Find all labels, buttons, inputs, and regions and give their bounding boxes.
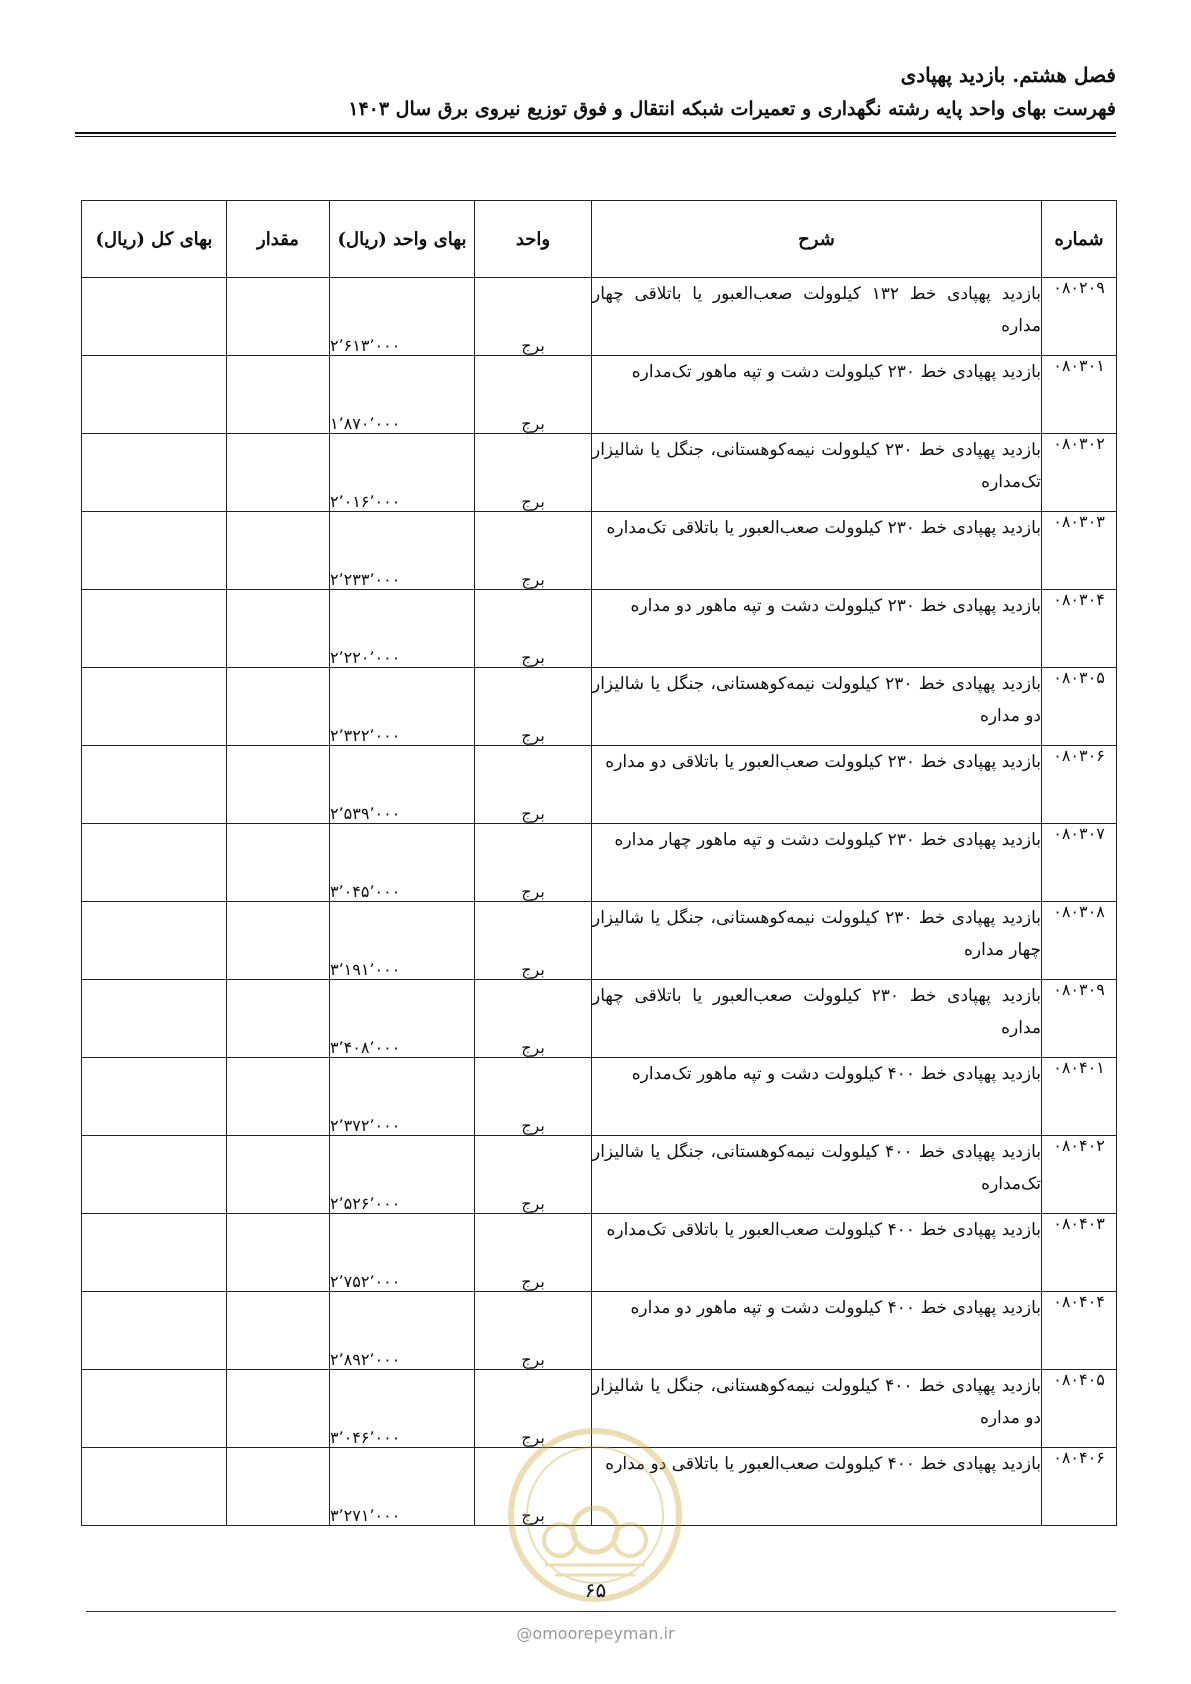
item-quantity (227, 746, 330, 824)
table-body (82, 278, 1117, 1526)
item-quantity (227, 1136, 330, 1214)
table-row (82, 980, 1117, 1058)
item-quantity (227, 980, 330, 1058)
table-row (82, 1058, 1117, 1136)
table-row (82, 278, 1117, 356)
item-description: بازدید پهپادی خط ۴۰۰ کیلوولت صعب‌العبور یا باتلاقی دو مداره (592, 1448, 1042, 1526)
item-unit-price: ۲٬۵۲۶٬۰۰۰ (330, 1136, 475, 1214)
item-unit-price: ۳٬۰۴۶٬۰۰۰ (330, 1370, 475, 1448)
item-description: بازدید پهپادی خط ۴۰۰ کیلوولت نیمه‌کوهستانی، جنگل یا شالیزار دو مداره (592, 1370, 1042, 1448)
column-header-description: شرح (592, 201, 1042, 278)
table-row (82, 1136, 1117, 1214)
item-description: بازدید پهپادی خط ۴۰۰ کیلوولت دشت و تپه ماهور دو مداره (592, 1292, 1042, 1370)
item-number: ۰۸۰۳۰۴ (1042, 590, 1117, 668)
item-description: بازدید پهپادی خط ۴۰۰ کیلوولت نیمه‌کوهستانی، جنگل یا شالیزار تک‌مداره (592, 1136, 1042, 1214)
item-unit: برج (475, 1370, 592, 1448)
item-number: ۰۸۰۴۰۲ (1042, 1136, 1117, 1214)
item-quantity (227, 1058, 330, 1136)
item-unit-price: ۲٬۷۵۲٬۰۰۰ (330, 1214, 475, 1292)
item-description: بازدید پهپادی خط ۲۳۰ کیلوولت دشت و تپه ماهور تک‌مداره (592, 356, 1042, 434)
price-list-table (81, 200, 1117, 1526)
item-unit-price: ۳٬۰۴۵٬۰۰۰ (330, 824, 475, 902)
item-quantity (227, 1370, 330, 1448)
item-number: ۰۸۰۴۰۳ (1042, 1214, 1117, 1292)
item-quantity (227, 1292, 330, 1370)
item-unit: برج (475, 1292, 592, 1370)
page-number: ۶۵ (584, 1578, 607, 1602)
item-description: بازدید پهپادی خط ۲۳۰ کیلوولت نیمه‌کوهستانی، جنگل یا شالیزار چهار مداره (592, 902, 1042, 980)
item-unit: برج (475, 746, 592, 824)
item-number: ۰۸۰۳۰۱ (1042, 356, 1117, 434)
item-total (82, 1292, 227, 1370)
table-row (82, 512, 1117, 590)
item-number: ۰۸۰۳۰۷ (1042, 824, 1117, 902)
table-row (82, 356, 1117, 434)
item-quantity (227, 668, 330, 746)
column-header-total: بهای کل (ریال) (82, 201, 227, 278)
item-total (82, 512, 227, 590)
item-description: بازدید پهپادی خط ۲۳۰ کیلوولت نیمه‌کوهستانی، جنگل یا شالیزار دو مداره (592, 668, 1042, 746)
item-number: ۰۸۰۳۰۵ (1042, 668, 1117, 746)
item-unit: برج (475, 1058, 592, 1136)
column-header-number: شماره (1042, 201, 1117, 278)
item-description: بازدید پهپادی خط ۲۳۰ کیلوولت صعب‌العبور یا باتلاقی چهار مداره (592, 980, 1042, 1058)
item-unit: برج (475, 1448, 592, 1526)
item-unit: برج (475, 668, 592, 746)
item-unit-price: ۱٬۸۷۰٬۰۰۰ (330, 356, 475, 434)
item-unit-price: ۲٬۸۹۲٬۰۰۰ (330, 1292, 475, 1370)
item-total (82, 1214, 227, 1292)
item-total (82, 824, 227, 902)
item-unit-price: ۳٬۲۷۱٬۰۰۰ (330, 1448, 475, 1526)
item-number: ۰۸۰۳۰۳ (1042, 512, 1117, 590)
item-total (82, 668, 227, 746)
website-watermark: @omoorepeyman.ir (516, 1624, 675, 1643)
item-total (82, 980, 227, 1058)
item-unit: برج (475, 590, 592, 668)
item-unit-price: ۲٬۰۱۶٬۰۰۰ (330, 434, 475, 512)
item-number: ۰۸۰۳۰۸ (1042, 902, 1117, 980)
item-total (82, 902, 227, 980)
item-quantity (227, 1214, 330, 1292)
table-row (82, 434, 1117, 512)
item-unit-price: ۲٬۳۷۲٬۰۰۰ (330, 1058, 475, 1136)
item-unit-price: ۲٬۲۳۳٬۰۰۰ (330, 512, 475, 590)
page-header (75, 58, 1116, 126)
item-description: بازدید پهپادی خط ۱۳۲ کیلوولت صعب‌العبور یا باتلاقی چهار مداره (592, 278, 1042, 356)
footer-rule (86, 1611, 1116, 1612)
item-number: ۰۸۰۳۰۶ (1042, 746, 1117, 824)
item-quantity (227, 824, 330, 902)
item-quantity (227, 902, 330, 980)
item-quantity (227, 278, 330, 356)
item-total (82, 1136, 227, 1214)
item-number: ۰۸۰۳۰۲ (1042, 434, 1117, 512)
item-unit-price: ۲٬۶۱۳٬۰۰۰ (330, 278, 475, 356)
item-unit: برج (475, 980, 592, 1058)
item-description: بازدید پهپادی خط ۲۳۰ کیلوولت دشت و تپه ماهور چهار مداره (592, 824, 1042, 902)
chapter-title: فصل هشتم. بازدید پهپادی (900, 63, 1116, 87)
item-unit-price: ۲٬۳۲۲٬۰۰۰ (330, 668, 475, 746)
item-unit: برج (475, 356, 592, 434)
item-quantity (227, 512, 330, 590)
item-unit-price: ۲٬۵۳۹٬۰۰۰ (330, 746, 475, 824)
item-number: ۰۸۰۴۰۵ (1042, 1370, 1117, 1448)
item-unit: برج (475, 1136, 592, 1214)
item-unit: برج (475, 824, 592, 902)
item-total (82, 1058, 227, 1136)
item-description: بازدید پهپادی خط ۲۳۰ کیلوولت صعب‌العبور یا باتلاقی دو مداره (592, 746, 1042, 824)
table-header-row (82, 201, 1117, 278)
table-row (82, 590, 1117, 668)
item-total (82, 1370, 227, 1448)
item-number: ۰۸۰۴۰۱ (1042, 1058, 1117, 1136)
item-total (82, 278, 227, 356)
table-row (82, 824, 1117, 902)
item-unit: برج (475, 512, 592, 590)
table-row (82, 902, 1117, 980)
item-quantity (227, 434, 330, 512)
column-header-quantity: مقدار (227, 201, 330, 278)
item-quantity (227, 1448, 330, 1526)
item-quantity (227, 590, 330, 668)
item-number: ۰۸۰۴۰۶ (1042, 1448, 1117, 1526)
item-unit-price: ۳٬۴۰۸٬۰۰۰ (330, 980, 475, 1058)
item-unit: برج (475, 434, 592, 512)
column-header-unit: واحد (475, 201, 592, 278)
item-description: بازدید پهپادی خط ۴۰۰ کیلوولت دشت و تپه ماهور تک‌مداره (592, 1058, 1042, 1136)
item-unit-price: ۲٬۲۲۰٬۰۰۰ (330, 590, 475, 668)
item-description: بازدید پهپادی خط ۲۳۰ کیلوولت صعب‌العبور یا باتلاقی تک‌مداره (592, 512, 1042, 590)
table-row (82, 668, 1117, 746)
item-number: ۰۸۰۴۰۴ (1042, 1292, 1117, 1370)
item-quantity (227, 356, 330, 434)
item-description: بازدید پهپادی خط ۲۳۰ کیلوولت نیمه‌کوهستانی، جنگل یا شالیزار تک‌مداره (592, 434, 1042, 512)
column-header-unit-price: بهای واحد (ریال) (330, 201, 475, 278)
item-number: ۰۸۰۲۰۹ (1042, 278, 1117, 356)
item-total (82, 590, 227, 668)
item-unit: برج (475, 1214, 592, 1292)
item-unit: برج (475, 278, 592, 356)
item-total (82, 1448, 227, 1526)
item-total (82, 356, 227, 434)
table-row (82, 1214, 1117, 1292)
table-row (82, 1292, 1117, 1370)
item-description: بازدید پهپادی خط ۲۳۰ کیلوولت دشت و تپه ماهور دو مداره (592, 590, 1042, 668)
item-number: ۰۸۰۳۰۹ (1042, 980, 1117, 1058)
header-rule-thick (75, 132, 1116, 134)
item-unit: برج (475, 902, 592, 980)
item-description: بازدید پهپادی خط ۴۰۰ کیلوولت صعب‌العبور یا باتلاقی تک‌مداره (592, 1214, 1042, 1292)
item-total (82, 746, 227, 824)
item-unit-price: ۳٬۱۹۱٬۰۰۰ (330, 902, 475, 980)
table-row (82, 746, 1117, 824)
item-total (82, 434, 227, 512)
header-rule-thin (75, 136, 1116, 137)
document-subtitle: فهرست بهای واحد پایه رشته نگهداری و تعمیرات شبکه انتقال و فوق توزیع نیروی برق سال ۱۴۰۳ (348, 98, 1116, 120)
